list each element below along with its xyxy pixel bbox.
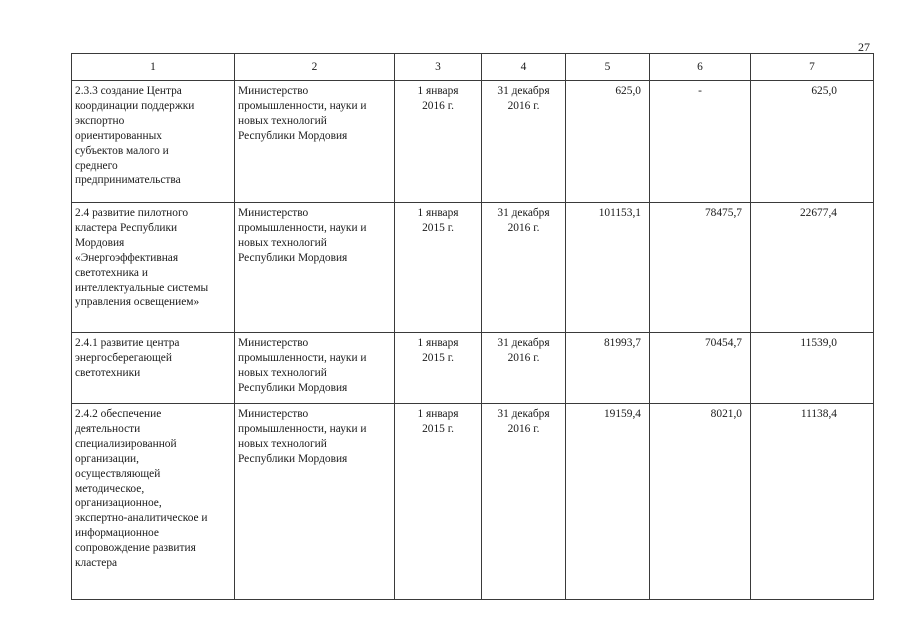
start-date: 1 января 2015 г. (395, 333, 482, 404)
executor: Министерство промышленности, науки и новых технологий Республики Мордовия (235, 203, 395, 333)
measure-name: 2.4 развитие пилотного кластера Республики Мордовия «Энергоэффективная светотехника и интеллектуальные системы управления освещением» (72, 203, 235, 333)
amount-total: 19159,4 (566, 404, 650, 600)
amount-col6: 78475,7 (650, 203, 751, 333)
column-header-6: 6 (650, 54, 751, 81)
executor: Министерство промышленности, науки и новых технологий Республики Мордовия (235, 333, 395, 404)
end-date: 31 декабря 2016 г. (482, 404, 566, 600)
executor: Министерство промышленности, науки и новых технологий Республики Мордовия (235, 404, 395, 600)
amount-col6: - (650, 81, 751, 203)
table-row (72, 404, 874, 600)
end-date: 31 декабря 2016 г. (482, 81, 566, 203)
column-header-4: 4 (482, 54, 566, 81)
amount-total: 101153,1 (566, 203, 650, 333)
amount-col7: 625,0 (751, 81, 874, 203)
table-row (72, 81, 874, 203)
start-date: 1 января 2016 г. (395, 81, 482, 203)
amount-total: 81993,7 (566, 333, 650, 404)
end-date: 31 декабря 2016 г. (482, 333, 566, 404)
amount-col6: 8021,0 (650, 404, 751, 600)
measure-name: 2.4.2 обеспечение деятельности специализированной организации, осуществляющей методическое, организационное, экспертно-аналитическое и информационное сопровождение развития кластера (72, 404, 235, 600)
end-date: 31 декабря 2016 г. (482, 203, 566, 333)
header-row (72, 54, 874, 81)
start-date: 1 января 2015 г. (395, 203, 482, 333)
column-header-7: 7 (751, 54, 874, 81)
amount-col7: 11138,4 (751, 404, 874, 600)
measure-name: 2.3.3 создание Центра координации поддержки экспортно ориентированных субъектов малого и среднего предпринимательства (72, 81, 235, 203)
executor: Министерство промышленности, науки и новых технологий Республики Мордовия (235, 81, 395, 203)
program-table (71, 53, 874, 600)
amount-col7: 11539,0 (751, 333, 874, 404)
amount-total: 625,0 (566, 81, 650, 203)
column-header-2: 2 (235, 54, 395, 81)
column-header-5: 5 (566, 54, 650, 81)
start-date: 1 января 2015 г. (395, 404, 482, 600)
table-row (72, 203, 874, 333)
amount-col7: 22677,4 (751, 203, 874, 333)
column-header-3: 3 (395, 54, 482, 81)
page-number: 27 (858, 40, 870, 54)
column-header-1: 1 (72, 54, 235, 81)
amount-col6: 70454,7 (650, 333, 751, 404)
table-row (72, 333, 874, 404)
measure-name: 2.4.1 развитие центра энергосберегающей светотехники (72, 333, 235, 404)
